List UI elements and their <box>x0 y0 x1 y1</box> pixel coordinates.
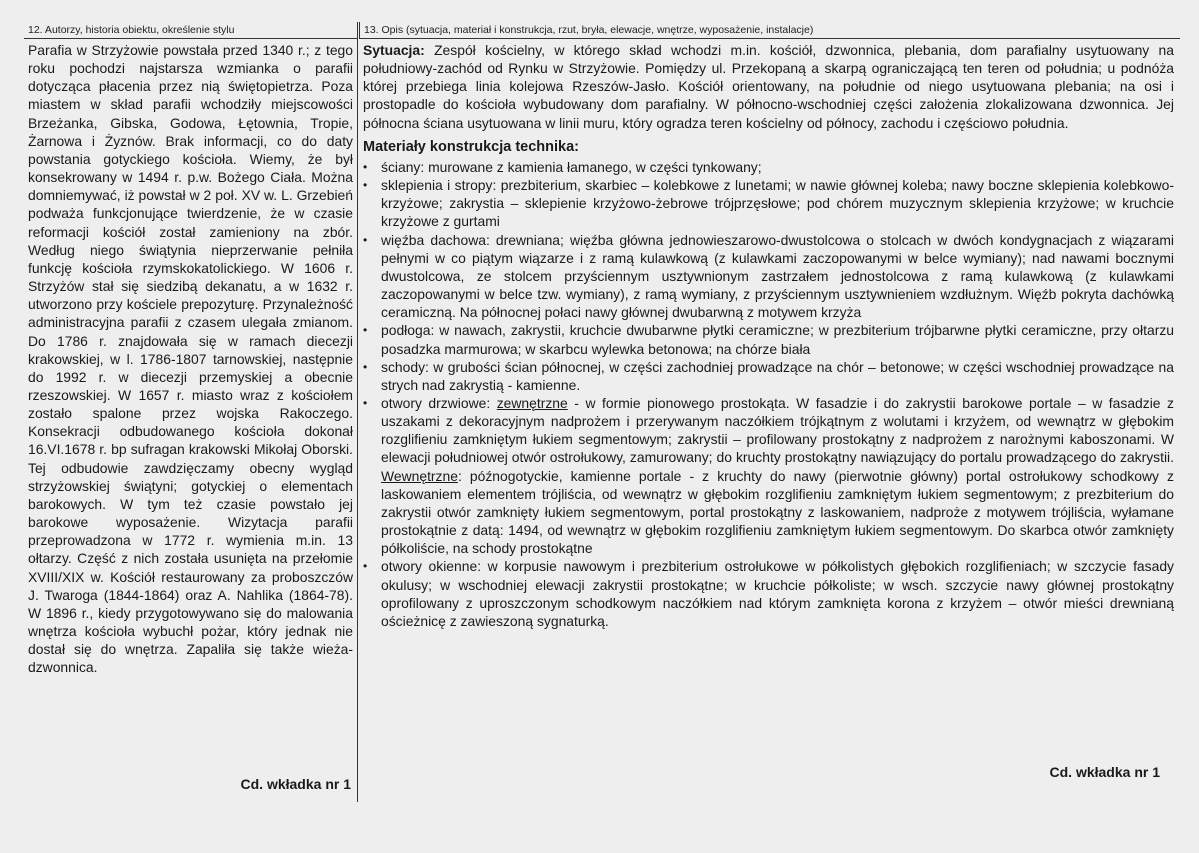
list-item-stairs <box>363 358 1174 394</box>
doors-interior-label: Wewnętrzne <box>381 467 458 484</box>
windows-text: otwory okienne: w korpusie nawowym i prezbiterium ostrołukowe w półkolistych głębokich rozglifieniach; w szczycie fasady okulusy; w wschodniej elewacji zakrystii prostokątne; w kruchcie półkoliste; w wsch. szczycie nawy głównej prostokątny oprofilowany z uproszczonym schodkowym naczółkiem nad którym zamknięta korona z krzyżem – otwór mieści drewnianą ościeżnicę z zawieszoną sygnaturką. <box>381 558 1174 629</box>
list-item-doors <box>363 394 1174 557</box>
materials-list <box>363 158 1174 630</box>
doors-text-b: - w formie pionowego prostokąta. W fasadzie i do zakrystii barokowe portale – w fasadzie z uszakami z dekoracyjnym nadprożem i przerywanym naczółkiem trójkątnym z wolutami i krzyżem, od wewnątrz w głębokim rozglifieniu zamkniętym łukiem segmentowym; zakrystii – profilowany prostokątny z nadprożem z narożnymi kaboszonami. W elewacji południowej otwór ostrołukowy, zamurowany; do kruchty prostokątny nawiązujący do portalu prowadzącego do zakrystii. <box>381 394 1174 466</box>
vaults-text: sklepienia i stropy: prezbiterium, skarbiec – kolebkowe z lunetami; w nawie głównej koleba; nawy boczne sklepienia kolebkowo-krzyżowe; zakrystia – sklepienie krzyżowo-żebrowe trójprzęsłowe; pod chórem muzycznym sklepienia krzyżowe; w kruchcie krzyżowe z gurtami <box>381 177 1174 230</box>
bullet-icon: • <box>363 323 368 338</box>
walls-text: ściany: murowane z kamienia łamanego, w części tynkowany; <box>381 158 762 175</box>
floor-text: podłoga: w nawach, zakrystii, kruchcie dwubarwne płytki ceramiczne; w prezbiterium trójbarwne płytki ceramiczne, przy ołtarzu posadzka marmurowa; w skarbcu wylewka betonowa; na chórze biała <box>381 322 1174 357</box>
description-column <box>359 22 1180 802</box>
situation-text: Zespół kościelny, w którego skład wchodzi m.in. kościół, dzwonnica, plebania, dom parafialny usytuowany na południowy-zachód od Rynku w Strzyżowie. Pomiędzy ul. Przekopaną a skarpą ograniczającą ten teren od południa; u podnóża której przebiega linia kolejowa Rzeszów-Jasło. Kościół orientowany, na południe od niego usytuowana plebania; na osi i prostopadle do kościoła wybudowany dom parafialny. W północno-wschodniej części założenia zlokalizowana dzwonnica. Jej północna ściana usytuowana w linii muru, który ogradza teren kościelny od północy, zachodu i częściowo południa. <box>363 42 1174 131</box>
doors-text-c: : późnogotyckie, kamienne portale - z kruchty do nawy (pierwotnie główny) portal ostrołukowy schodkowy z laskowaniem elementem trójliścia, od wewnątrz w głębokim rozglifieniu zamkniętym łukiem segmentowym; z prezbiterium do zakrystii otwór zamknięty łukiem segmentowym, portal prostokątny z laskowaniem, nadproże z motywem trójliścia, wyłamane prostokątnie z datą: 1494, od wewnątrz w głębokim rozglifieniu zamkniętym łukiem segmentowym. Do skarbca otwór zamknięty półkoliście, na schody prostokątne <box>381 467 1174 557</box>
list-item-walls <box>363 158 1174 176</box>
bullet-icon: • <box>363 232 368 247</box>
list-item-roof <box>363 231 1174 322</box>
stairs-text: schody: w grubości ścian północnej, w części zachodniej prowadzące na chór – betonowe; w części wschodniej prowadzące na strych nad zakrystią - kamienne. <box>381 358 1174 393</box>
list-item-vaults <box>363 176 1174 230</box>
bullet-icon: • <box>363 359 368 374</box>
situation-label: Sytuacja: <box>363 42 425 58</box>
description-column-header: 13. Opis (sytuacja, materiał i konstrukcja, rzut, bryła, elewacje, wnętrze, wyposażenie, instalacje) <box>359 22 1180 39</box>
description-body <box>359 39 1180 630</box>
bullet-icon: • <box>363 559 368 574</box>
form-sheet <box>24 22 1180 802</box>
history-column-header: 12. Autorzy, historia obiektu, określenie stylu <box>24 22 357 39</box>
history-column <box>24 22 358 802</box>
description-continued-note: Cd. wkładka nr 1 <box>1049 764 1160 780</box>
roof-text: więźba dachowa: drewniana; więźba główna jednowieszarowo-dwustolcowa o stolcach w dwóch kondygnacjach z wiązarami pełnymi w co piątym wiązarze i z ramą kulawkową (z kulawkami zaczopowanymi w belce wymiany); nad nawami bocznymi dwustolcowa, ze stolcem przyściennym usztywnionym zastrzałem jednostolcowa z ramą kulawkową (z kulawkami zaczopowanymi w belce tzw. wymiany), z ramą wymiany, z przyściennym usztywnieniem wzdłużnym. Więźb pokryta dachówką ceramiczną. Na północnej połaci nawy głównej dwubarwną z motywem krzyża <box>381 231 1174 321</box>
situation-paragraph <box>363 41 1174 132</box>
list-item-windows <box>363 557 1174 630</box>
bullet-icon: • <box>363 159 368 174</box>
list-item-floor <box>363 321 1174 357</box>
history-text: Parafia w Strzyżowie powstała przed 1340 r.; z tego roku pochodzi najstarsza wzmianka o parafii dotycząca płacenia przez nią świętopietrza. Poza miastem w skład parafii wchodziły miejscowości Brzeżanka, Gibska, Godowa, Łętownia, Tropie, Żarnowa i Żyznów. Brak informacji, co do daty powstania gotyckiego kościoła. Wiemy, że był konsekrowany w 1494 r. p.w. Bożego Ciała. Można domniemywać, iż powstał w 2 poł. XV w. L. Grzebień podważa funkcjonujące twierdzenie, że w czasie reformacji kościół został zamieniony na zbór. Według niego świątynia nieprzerwanie pełniła funkcję kościoła rzymskokatolickiego. W 1606 r. Strzyżów stał się siedzibą dekanatu, a w 1632 r. utworzono przy kościele prepozyturę. Przynależność administracyjna parafii z czasem ulegała zmianom. Do 1786 r. znajdowała się w ramach diecezji krakowskiej, w l. 1786-1807 tarnowskiej, następnie do 1992 r. w diecezji przemyskiej a obecnie rzeszowskiej. W 1657 r. miasto wraz z kościołem zostało spalone przez wojska Rakoczego. Konsekracji odbudowanego kościoła dokonał 16.VI.1678 r. bp sufragan krakowski Mikołaj Oborski. Tej odbudowie zawdzięczamy obecny wygląd strzyżowskiej świątyni; gotyckiej o elementach barokowych. W tym też czasie powstało jej barokowe wyposażenie. Wizytacja parafii przeprowadzona w 1772 r. wymienia m.in. 13 ołtarzy. Część z nich została usunięta na przełomie XVIII/XIX w. Kościół restaurowany za proboszczów J. Twaroga (1844-1864) oraz A. Nahlika (1864-78). W 1896 r., kiedy przygotowywano się do malowania wnętrza kościoła wybuchł pożar, który jednak nie dostał się do wnętrza. Zapaliła się także wieża-dzwonnica. <box>28 42 353 676</box>
bullet-icon: • <box>363 178 368 193</box>
materials-title: Materiały konstrukcja technika: <box>363 138 579 155</box>
doors-exterior-label: zewnętrzne <box>496 394 568 411</box>
history-continued-note: Cd. wkładka nr 1 <box>240 776 351 792</box>
doors-text-a: otwory drzwiowe: <box>381 394 497 411</box>
bullet-icon: • <box>363 395 368 410</box>
